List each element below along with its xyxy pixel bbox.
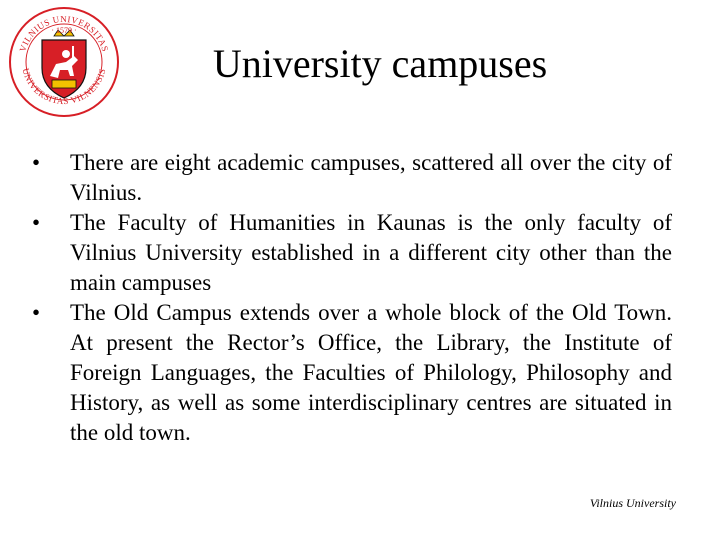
svg-text:· 1579 ·: · 1579 · [51, 26, 77, 35]
vilnius-university-seal-icon [8, 6, 120, 118]
bullet-item [32, 208, 672, 298]
footer-text: Vilnius University [589, 496, 676, 510]
bullet-marker: • [32, 210, 41, 235]
bullet-item [32, 148, 672, 208]
bullet-marker: • [32, 300, 41, 325]
bullet-text: There are eight academic campuses, scattered all over the city of Vilnius. [70, 150, 672, 205]
university-seal-logo [8, 6, 120, 118]
bullet-text: The Faculty of Humanities in Kaunas is the only faculty of Vilnius University established in a different city other than the main campuses [70, 210, 672, 295]
bullet-text: The Old Campus extends over a whole block of the Old Town. At present the Rector’s Office, the Library, the Institute of Foreign Languages, the Faculties of Philology, Philosophy and History, as well as some interdisciplinary centres are situated in the old town. [70, 300, 672, 445]
slide-title: University campuses [212, 41, 548, 86]
svg-text:VILNIUS UNIVERSITAS: VILNIUS UNIVERSITAS [17, 13, 111, 54]
bullet-list [32, 148, 672, 448]
svg-text:UNIVERSITAS VILNENSIS: UNIVERSITAS VILNENSIS [20, 67, 108, 107]
bullet-item [32, 298, 672, 448]
bullet-marker: • [32, 150, 41, 175]
